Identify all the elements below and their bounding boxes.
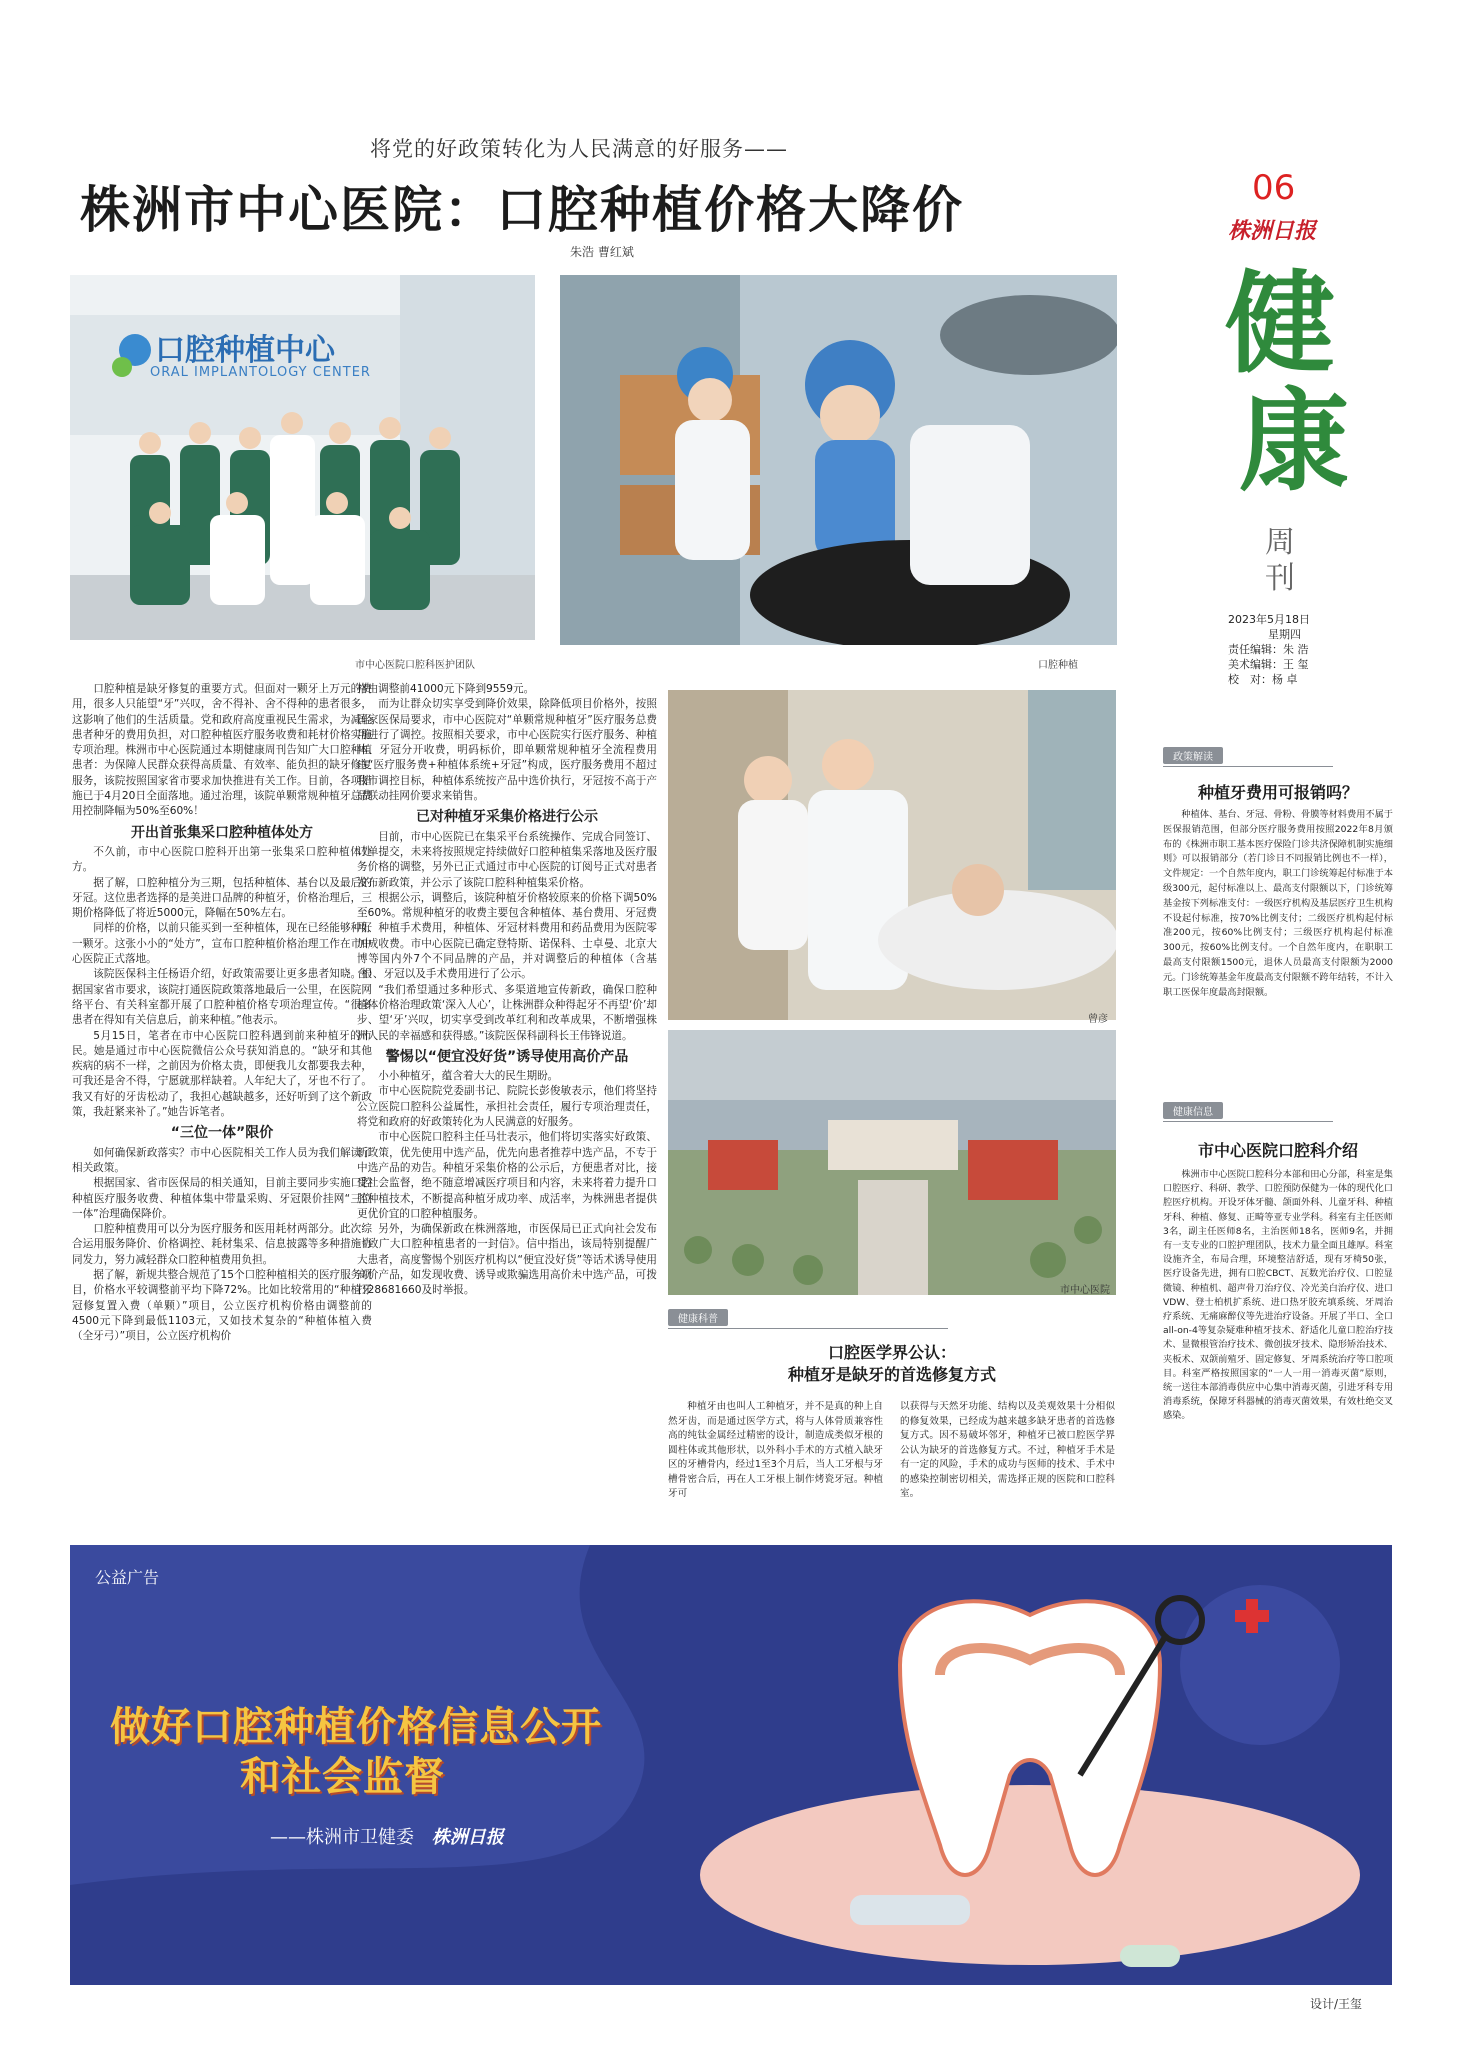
col1-para: 同样的价格，以前只能买到一至种植体，现在已经能够种好一颗牙。这张小小的“处方”，宣布口腔种植价格治理工作在市中心医院正式落地。: [72, 922, 372, 966]
dentist-photo: [560, 275, 1117, 645]
proofreader: 校 对：杨 卓: [1228, 673, 1298, 686]
science-title-2: 种植牙是缺牙的首选修复方式: [787, 1365, 996, 1384]
col2-para: 小小种植牙，蕴含着大大的民生期盼。: [378, 1070, 559, 1083]
ad-sign-paper: 株洲日报: [431, 1827, 504, 1848]
paper-name: 株洲日报: [1228, 218, 1317, 244]
science-title-1: 口腔医学界公认：: [827, 1343, 956, 1362]
section-week: [1265, 525, 1295, 597]
week-char-1: 周: [1265, 525, 1295, 560]
clinic-sign: 口腔种植中心: [155, 333, 335, 368]
col2-para: 市中心医院口腔科主任马壮表示，他们将切实落实好政策、新政策，优先使用中选产品，优先向患者推荐中选产品，不专于中选产品的劝告。种植牙采集价格的公示后，方便患者对比，接受社会监督，绝不随意增减医疗项目和内容，未来将着力提升口腔种植技术，不断提高种植牙成功率、成活率，为株洲患者提供更优价宜的口腔种植服务。: [357, 1131, 657, 1220]
policy-text: [1163, 808, 1393, 1000]
col1-para: 该院医保科主任杨语介绍，好政策需要让更多患者知晓。根据国家省市要求，该院打通医院政策落地最后一公里，在医院网络平台、有关科室都开展了口腔种植价格专项治理宣传。“很多患者在得知有关信息后，前来种植。”他表示。: [72, 968, 372, 1027]
info-tag: 健康信息: [1163, 1102, 1223, 1119]
policy-para: 种植体、基台、牙冠、骨粉、骨膜等材料费用不属于医保报销范围，但部分医疗服务费用按照2022年8月颁布的《株洲市职工基本医疗保险门诊共济保障机制实施细则》可以报销部分（若门诊日不同报销比例也不一样），文件规定：一个自然年度内，职工门诊统筹起付标准于本级300元，起付标准以上、最高支付限额以下，门诊统筹基金按下列标准支付：一级医疗机构及基层医疗卫生机构不设起付标准，按70%比例支付；二级医疗机构起付标准200元，按60%比例支付；三级医疗机构起付标准300元，按60%比例支付。一个自然年度内，在职职工最高支付限额1500元，退休人员最高支付限额为2000元。门诊统筹基金年度最高支付限额不跨年结转，不计入职工医保年度最高封限额。: [1163, 809, 1393, 998]
col1-para: 根据国家、省市医保局的相关通知，目前主要同步实施口腔种植医疗服务收费、种植体集中带量采购、牙冠限价挂网“三位一体”治理确保降价。: [72, 1177, 372, 1220]
dentist-photo-caption: 口腔种植: [1038, 660, 1078, 671]
headline: 株洲市中心医院：口腔种植价格大降价: [80, 180, 964, 239]
issue-info: [1228, 612, 1310, 687]
policy-tag: 政策解读: [1163, 747, 1223, 764]
col1-para: 不久前，市中心医院口腔科开出第一张集采口腔种植体处方。: [72, 845, 372, 874]
col2-para: 根据公示，调整后，该院种植牙价格较原来的价格下调50%至60%。常规种植牙的收费主要包含种植体、基台费用、牙冠费用、种植手术费用，种植体、牙冠材料费用和药品费用为医院零加成收费。市中心医院已确定登特斯、诺保科、士卓曼、北京大博等国内外7个不同品牌的产品，并对调整后的种植体（含基台）、牙冠以及手术费用进行了公示。: [357, 891, 657, 981]
col2-subhead-1: 已对种植牙采集价格进行公示: [416, 809, 598, 826]
col1-para: 口腔种植是缺牙修复的重要方式。但面对一颗牙上万元的费用，很多人只能望“牙”兴叹，舍不得补、舍不得种的患者很多，这影响了他们的生活质量。党和政府高度重视民生需求，为减轻患者种牙的费用负担，对口腔种植医疗服务收费和耗材价格实施专项治理。株洲市中心医院通过本期健康周刊告知广大口腔种植患者：为保障人民群众获得高质量、有效率、能负担的缺牙修复服务，该院按照国家省市要求加快推进有关工作。目前，各项措施已于4月20日全面落地。通过治理，该院单颗常规种植牙总费用控制降幅为50%至60%！: [72, 683, 372, 818]
col2-subhead-2: 警惕以“便宜没好货”诱导使用高价产品: [385, 1048, 629, 1065]
science-tag-row: [668, 1307, 1116, 1329]
science-para: 以获得与天然牙功能、结构以及美观效果十分相似的修复效果，已经成为越来越多缺牙患者的首选修复方式。因不易破坏邻牙，种植牙已被口腔医学界公认为缺牙的首选修复方式。不过，种植牙手术是有一定的风险，手术的成功与医师的技术、手术中的感染控制密切相关，需选择正规的医院和口腔科室。: [900, 1401, 1115, 1499]
science-col-b: [900, 1400, 1115, 1502]
dentist-photo-illustration: [560, 275, 1117, 645]
info-title: 市中心医院口腔科介绍: [1197, 1141, 1358, 1160]
byline: 朱浩 曹红斌: [570, 245, 634, 259]
ad-label: 公益广告: [95, 1568, 160, 1587]
issue-date: 2023年5月18日: [1228, 613, 1310, 626]
science-tag-line: [668, 1328, 948, 1329]
col2-para: 市中心医院院党委副书记、院院长彭俊敏表示，他们将坚持公立医院口腔科公益属性，承担社会责任，履行专项治理责任，将党和政府的好政策转化为人民满意的好服务。: [357, 1085, 657, 1129]
ad-signature: [270, 1823, 504, 1849]
hospital-aerial-caption: 市中心医院: [1060, 1285, 1110, 1296]
col2-para: 而为让群众切实享受到降价效果，除降低项目价格外，按照国家医保局要求，市中心医院对“单颗常规种植牙”医疗服务总费用进行了调控。按照相关要求，市中心医院实行医疗服务、种植体、牙冠分开收费，明码标价，即单颗常规种植牙全流程费用由“医疗服务费+种植体系统+牙冠”构成，医疗服务费用不超过我市调控目标，种植体系统按产品中选价执行，牙冠按不高于产品联动挂网价要求来销售。: [357, 698, 657, 803]
col1-para: 如何确保新政落实？市中心医院相关工作人员为我们解读了相关政策。: [72, 1146, 372, 1174]
article-col-1: [72, 682, 372, 1344]
design-credit: 设计/王玺: [1310, 1997, 1363, 2011]
clinic-sign-en: ORAL IMPLANTOLOGY CENTER: [150, 365, 371, 380]
col2-para: 格由调整前41000元下降到9559元。: [357, 683, 535, 695]
info-para: 株洲市中心医院口腔科分本部和田心分部，科室是集口腔医疗、科研、教学、口腔预防保健为一体的现代化口腔医疗机构。开设牙体牙髓、颌面外科、儿童牙科、种植牙科、种植、修复、正畸等亚专业学科。科室有主任医师3名，副主任医师8名，主治医师18名，医师9名，并拥有一支专业的口腔护理团队，技术力量全面且雄厚。科室设施齐全，布局合理，环境整洁舒适，现有牙椅50张，医疗设备先进，拥有口腔CBCT、瓦数光治疗仪、口腔显微镜、种植机、超声骨刀治疗仪、冷光美白治疗仪、进口VDW、登士柏机扩系统、进口热牙胶充填系统、牙周治疗系统、无痛麻醉仪等先进治疗设备。开展了半口、全口all-on-4等复杂疑难种植牙技术、舒适化儿童口腔治疗技术、显微根管治疗技术、微创拔牙技术、隐形矫治技术、夹板术、双颌前殖牙、固定修复、牙周系统治疗等口腔项目。科室严格按照国家的“一人一用一消毒灭菌”原则，统一送往本部消毒供应中心集中消毒灭菌，引进牙科专用消毒系统，保障牙科器械的消毒灭菌效果，有效杜绝交叉感染。: [1163, 1169, 1393, 1422]
team-photo: [70, 275, 535, 640]
col1-para: 据了解，口腔种植分为三期，包括种植体、基台以及最后的牙冠。这位患者选择的是美进口品牌的种植牙，价格治理后，三期价格降低了将近5000元，降幅在50%左右。: [72, 876, 372, 920]
ad-headline-2: 和社会监督: [240, 1754, 445, 1800]
science-para: 种植牙由也叫人工种植牙，并不是真的种上自然牙齿，而是通过医学方式，将与人体骨质兼容性高的纯钛金属经过精密的设计，制造成类似牙根的圆柱体或其他形状，以外科小手术的方式植入缺牙区的牙槽骨内，经过1至3个月后，当人工牙根与牙槽骨密合后，再在人工牙根上制作烤瓷牙冠。种植牙可: [668, 1401, 883, 1499]
doctor-photo-caption: 曾彦: [1088, 1014, 1108, 1025]
week-char-2: 刊: [1265, 561, 1295, 596]
hospital-aerial-photo: [668, 1030, 1116, 1295]
article-col-2: [357, 682, 657, 1299]
col1-subhead-2: “三位一体”限价: [170, 1125, 274, 1142]
col1-para: 5月15日，笔者在市中心医院口腔科遇到前来种植牙的市民。她是通过市中心医院微信公众号获知消息的。“缺牙和其他疾病的病不一样，之前因为价格太贵，即便我儿女都要我去种，可我还是舍不得，宁愿就那样缺着。人年纪大了，牙也不行了。我又有好的牙齿松动了，我担心越缺越多，还好听到了这个新政策，我赶紧来补了。”她告诉笔者。: [72, 1029, 372, 1119]
section-char-1: 健: [1225, 259, 1335, 388]
team-photo-caption: 市中心医院口腔科医护团队: [355, 660, 475, 671]
editor: 责任编辑：朱 浩: [1228, 643, 1309, 656]
policy-title: 种植牙费用可报销吗？: [1197, 783, 1358, 802]
info-tag-line: [1163, 1121, 1333, 1122]
science-tag: 健康科普: [668, 1309, 728, 1326]
kicker: 将党的好政策转化为人民满意的好服务——: [370, 137, 788, 161]
col1-para: 口腔种植费用可以分为医疗服务和医用耗材两部分。此次综合运用服务降价、价格调控、耗材集采、信息披露等多种措施协同发力，努力减轻群众口腔种植费用负担。: [72, 1223, 372, 1266]
art-editor: 美术编辑：王 玺: [1228, 658, 1309, 671]
doctor-photo-illustration: [668, 690, 1116, 1020]
section-char-2: 康: [1239, 377, 1349, 506]
info-text: [1163, 1168, 1393, 1424]
col2-para: 目前，市中心医院已在集采平台系统操作、完成合同签订、订单提交，未来将按照规定持续做好口腔种植集采落地及医疗服务价格的调整，另外已正式通过市中心医院的订阅号正式对患者发布新政策，并公示了该院口腔科种植集采价格。: [357, 830, 657, 889]
ad-sign-org: ——株洲市卫健委: [270, 1827, 414, 1848]
page-number: 06: [1252, 168, 1296, 208]
policy-tag-line: [1163, 766, 1333, 767]
doctor-photo: [668, 690, 1116, 1020]
ad-headline-1: 做好口腔种植价格信息公开: [110, 1704, 602, 1750]
issue-weekday: 星期四: [1268, 628, 1301, 641]
public-service-ad: [70, 1545, 1392, 1985]
col2-para: 另外，为确保新政在株洲落地，市医保局已正式向社会发布《致广大口腔种植患者的一封信》。信中指出，该局特别提醒广大患者，高度警惕个别医疗机构以“便宜没好货”等话术诱导使用高价产品，如发现收费、诱导或欺骗选用高价未中选产品，可拨打28681660及时举报。: [357, 1223, 657, 1297]
col1-para: 据了解，新规共整合规范了15个口腔种植相关的医疗服务项目，价格水平较调整前平均下降72%。比如比较常用的“种植牙冠修复置入费（单颗）”项目，公立医疗机构价格由调整前的4500元下降到最低1103元，又如技术复杂的“种植体植入费（全牙弓）”项目，公立医疗机构价: [72, 1268, 372, 1343]
col2-para: “我们希望通过多种形式、多渠道地宣传新政，确保口腔种植体价格治理政策‘深入人心’，让株洲群众种得起牙不再望‘价’却步、望‘牙’兴叹，切实享受到改革红利和改革成果，不断增强株洲人民的幸福感和获得感。”该院医保科副科长王伟锋说道。: [357, 983, 657, 1042]
section-title: [1225, 259, 1349, 506]
science-col-a: [668, 1400, 883, 1502]
hospital-aerial-illustration: [668, 1030, 1116, 1295]
col1-subhead-1: 开出首张集采口腔种植体处方: [131, 824, 313, 841]
policy-tag-row: [1163, 745, 1393, 767]
info-tag-row: [1163, 1100, 1393, 1122]
